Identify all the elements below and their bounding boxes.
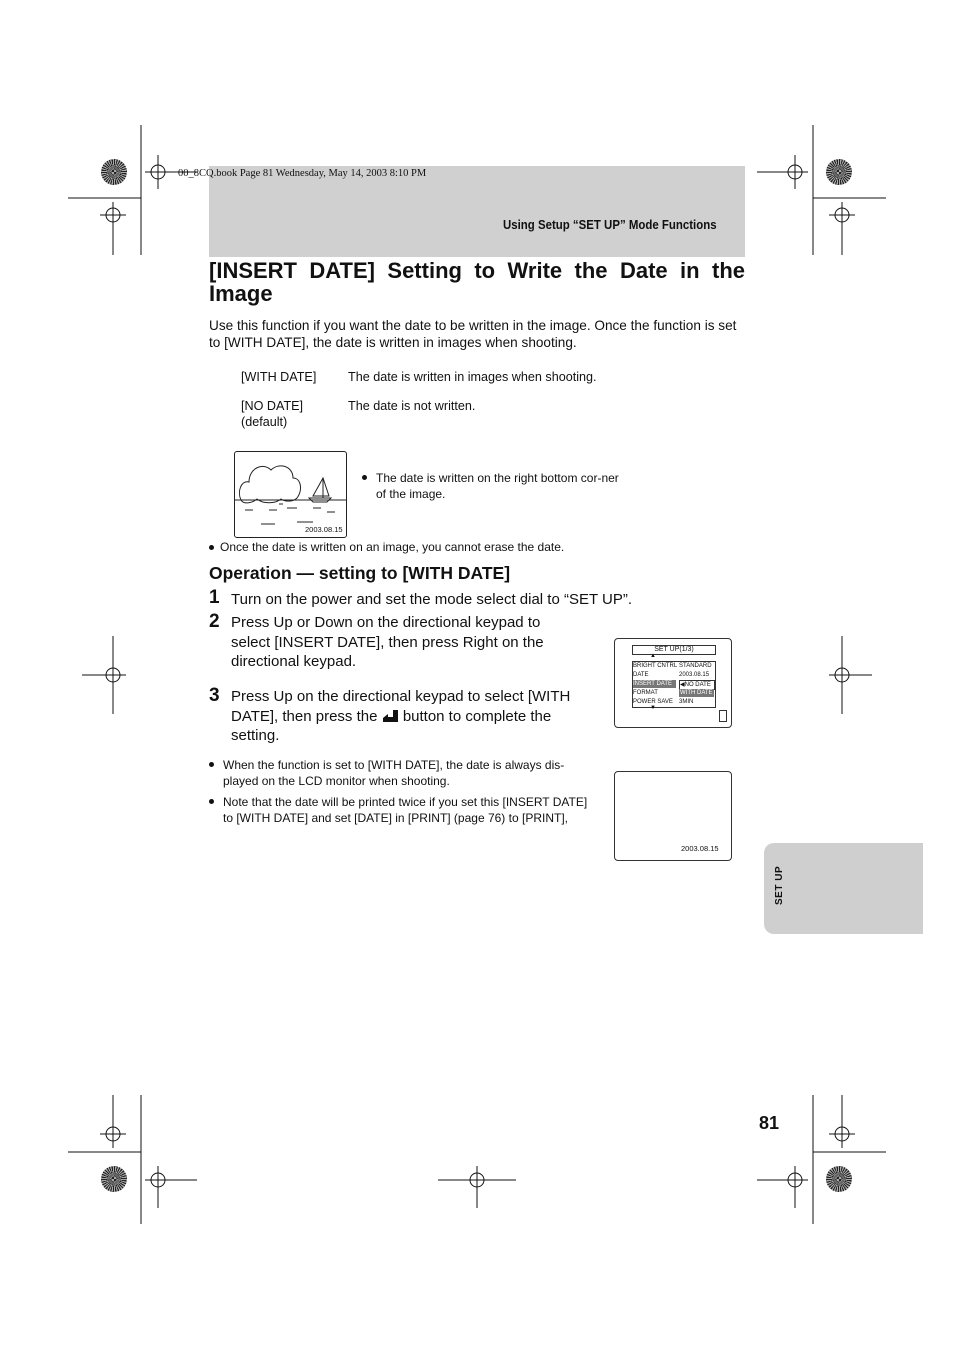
intro-paragraph: Use this function if you want the date to be written in the image. Once the function is set to [WITH DATE], the date is written in images when shooting. xyxy=(209,318,737,350)
step-3-number: 3 xyxy=(209,685,220,706)
lcd-up-arrow: ▲ xyxy=(650,653,656,659)
side-tab-label: SET UP xyxy=(774,865,785,905)
header-band xyxy=(209,166,745,257)
erase-note: Once the date is written on an image, you cannot erase the date. xyxy=(209,539,564,555)
note-item: When the function is set to [WITH DATE], the date is always dis-played on the LCD monitor when shooting. xyxy=(209,757,589,789)
lcd-date: 2003.08.15 xyxy=(681,844,719,853)
step-1-number: 1 xyxy=(209,587,220,608)
page-number: 81 xyxy=(759,1113,780,1133)
lcd-row: POWER SAVE 3MIN xyxy=(633,699,694,705)
option-term-no-date: [NO DATE] xyxy=(241,399,304,413)
lcd-date-preview xyxy=(614,771,732,861)
illustration-date: 2003.08.15 xyxy=(305,525,343,534)
lcd-setup-menu xyxy=(614,638,732,728)
lcd-row: BRIGHT CNTRL STANDARD xyxy=(633,663,712,669)
side-tab xyxy=(764,843,923,934)
note-list xyxy=(209,757,589,826)
note-item: Note that the date will be printed twice if you set this [INSERT DATE] to [WITH DATE] and set [DATE] in [PRINT] (page 76) to [PRINT], xyxy=(209,794,589,826)
lcd-row-selected: INSERT DATE xyxy=(632,680,676,688)
registration-dial-icon xyxy=(101,1166,127,1192)
ok-button-icon xyxy=(382,709,399,723)
option-term-with-date: [WITH DATE] xyxy=(241,370,317,384)
step-2-text: Press Up or Down on the directional keypad to select [INSERT DATE], then press Right on the directional keypad. xyxy=(231,614,544,670)
step-3-text: Press Up on the directional keypad to select [WITH DATE], then press the button to complete the setting. xyxy=(231,688,571,744)
operation-title: Operation — setting to [WITH DATE] xyxy=(209,563,511,583)
lcd-row: FORMAT WITH DATE xyxy=(633,690,713,696)
page-title: [INSERT DATE] Setting to Write the Date in the Image xyxy=(209,258,745,306)
registration-dial-icon xyxy=(101,159,127,185)
lcd-down-arrow: ▼ xyxy=(650,705,656,711)
lcd-row: DATE 2003.08.15 xyxy=(633,672,710,678)
registration-dial-icon xyxy=(826,159,852,185)
lcd-menu-frame xyxy=(632,661,716,708)
step-1-text: Turn on the power and set the mode select dial to “SET UP”. xyxy=(231,591,633,608)
book-line: 00_8CQ.book Page 81 Wednesday, May 14, 2003 8:10 PM xyxy=(178,168,427,179)
option-term-default: (default) xyxy=(241,415,288,429)
step-2-number: 2 xyxy=(209,611,220,632)
date-illustration xyxy=(234,451,347,538)
lcd-menu-title: SET UP(1/3) xyxy=(632,645,716,655)
option-desc-with-date: The date is written in images when shooting. xyxy=(348,370,597,384)
lcd-row-value-current: ◀NO DATE xyxy=(679,680,715,690)
battery-icon xyxy=(719,710,727,722)
option-desc-no-date: The date is not written. xyxy=(348,399,476,413)
section-title: Using Setup “SET UP” Mode Functions xyxy=(503,217,717,232)
registration-dial-icon xyxy=(826,1166,852,1192)
illustration-note: The date is written on the right bottom cor-ner of the image. xyxy=(362,470,624,502)
